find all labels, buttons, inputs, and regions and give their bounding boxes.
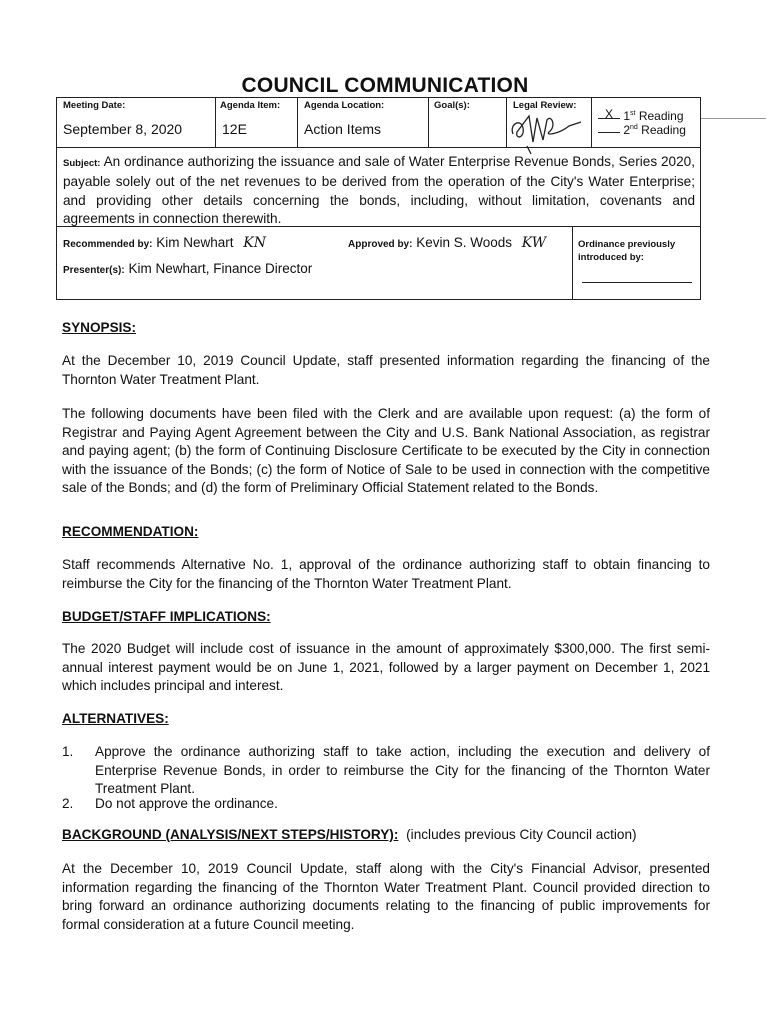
budget-heading: BUDGET/STAFF IMPLICATIONS: <box>62 609 271 624</box>
presenters-label: Presenter(s): <box>63 265 125 276</box>
synopsis-section <box>62 320 710 335</box>
alternatives-heading: ALTERNATIVES: <box>62 711 169 726</box>
header-table <box>56 97 701 300</box>
approved-by-label: Approved by: <box>348 239 413 250</box>
second-reading-sup: nd <box>630 124 638 131</box>
agenda-item-label: Agenda Item: <box>220 100 281 111</box>
document-title: COUNCIL COMMUNICATION <box>241 74 529 97</box>
scan-artifact-line <box>700 118 766 119</box>
approved-initials: KW <box>521 235 547 251</box>
legal-signature-icon <box>507 104 587 156</box>
second-reading-num: 2 <box>623 123 631 137</box>
header-divider <box>591 98 592 147</box>
ordinance-previously-blank <box>582 282 692 283</box>
meeting-date-label: Meeting Date: <box>63 100 126 111</box>
reading-selector <box>598 107 698 135</box>
agenda-location-value: Action Items <box>304 121 382 137</box>
budget-paragraph: The 2020 Budget will include cost of issuance in the amount of approximately $300,000. The first semi-annual interest payment would be on June 1, 2021, followed by a larger payment on December 1, 2021 which includes principal and interest. <box>62 641 710 693</box>
approved-by-value: Kevin S. Woods <box>416 235 513 250</box>
first-reading-row <box>598 107 698 121</box>
header-divider <box>297 98 298 147</box>
second-reading-word: Reading <box>641 123 686 137</box>
alternative-text: Approve the ordinance authorizing staff to take action, including the execution and delivery of Enterprise Revenue Bonds, in order to reimburse the City for the financing of the Thornton Water Treatment Plant. <box>95 744 710 796</box>
agenda-location-label: Agenda Location: <box>304 100 385 111</box>
header-rule <box>57 147 700 148</box>
alternative-number: 2. <box>62 796 74 811</box>
background-heading-line <box>62 827 710 842</box>
first-reading-word: Reading <box>638 109 684 123</box>
recommendation-heading: RECOMMENDATION: <box>62 524 199 539</box>
subject-label: Subject: <box>63 158 101 169</box>
alternative-item <box>62 795 710 814</box>
second-reading-mark <box>598 121 620 133</box>
alternative-item <box>62 743 710 799</box>
recommendation-paragraph: Staff recommends Alternative No. 1, approval of the ordinance authorizing staff to obtain financing to reimburse the City for the financing of the Thornton Water Treatment Plant. <box>62 557 710 591</box>
synopsis-paragraph-1: At the December 10, 2019 Council Update, staff presented information regarding the financing of the Thornton Water Treatment Plant. <box>62 353 710 387</box>
legal-review-label: Legal Review: <box>513 100 577 111</box>
ordinance-previously-label: Ordinance previously introduced by: <box>578 239 676 263</box>
first-reading-mark: X <box>598 107 620 119</box>
recommended-by-line <box>63 235 266 251</box>
synopsis-heading: SYNOPSIS: <box>62 320 137 335</box>
synopsis-paragraph-2: The following documents have been filed with the Clerk and are available upon request: (a) the form of Registrar and Paying Agent Agreement between the City and U.S. Bank National Association, as registrar and paying agent; (b) the form of Continuing Disclosure Certificate to be executed by the City in connection with the issuance of the Bonds; (c) the form of Notice of Sale to be used in connection with the competitive sale of the Bonds; and (d) the form of Preliminary Official Statement related to the Bonds. <box>62 406 710 495</box>
header-divider <box>572 226 573 300</box>
header-divider <box>215 98 216 147</box>
background-paragraph: At the December 10, 2019 Council Update, staff along with the City's Financial Advisor, presented information regarding the financing of the Thornton Water Treatment Plant. Council provided direction to bring forward an ordinance authorizing documents relating to the financing of public improvements for formal consideration at a future Council meeting. <box>62 861 710 932</box>
alternative-number: 1. <box>62 744 74 759</box>
meeting-date-value: September 8, 2020 <box>63 121 183 137</box>
recommended-initials: KN <box>243 235 266 251</box>
recommended-by-value: Kim Newhart <box>156 235 234 250</box>
agenda-item-value: 12E <box>222 121 247 137</box>
subject-text: An ordinance authorizing the issuance and sale of Water Enterprise Revenue Bonds, Series 2020, payable solely out of the net revenues to be derived from the operation of the City's Water Enterprise; and providing other details concerning the bonds, including, without limitation, covenants and agreements in connection therewith. <box>63 154 695 226</box>
first-reading-sup: st <box>630 110 636 117</box>
approved-by-line <box>348 235 546 251</box>
background-heading-note: (includes previous City Council action) <box>406 827 637 842</box>
header-divider <box>428 98 429 147</box>
presenters-value: Kim Newhart, Finance Director <box>128 261 313 276</box>
goals-label: Goal(s): <box>434 100 470 111</box>
first-reading-num: 1 <box>623 109 631 123</box>
second-reading-row <box>598 121 698 135</box>
alternative-text: Do not approve the ordinance. <box>95 796 278 811</box>
background-heading: BACKGROUND (ANALYSIS/NEXT STEPS/HISTORY): <box>62 827 399 842</box>
recommended-by-label: Recommended by: <box>63 239 153 250</box>
presenters-line <box>63 261 312 276</box>
subject-block <box>63 153 695 228</box>
